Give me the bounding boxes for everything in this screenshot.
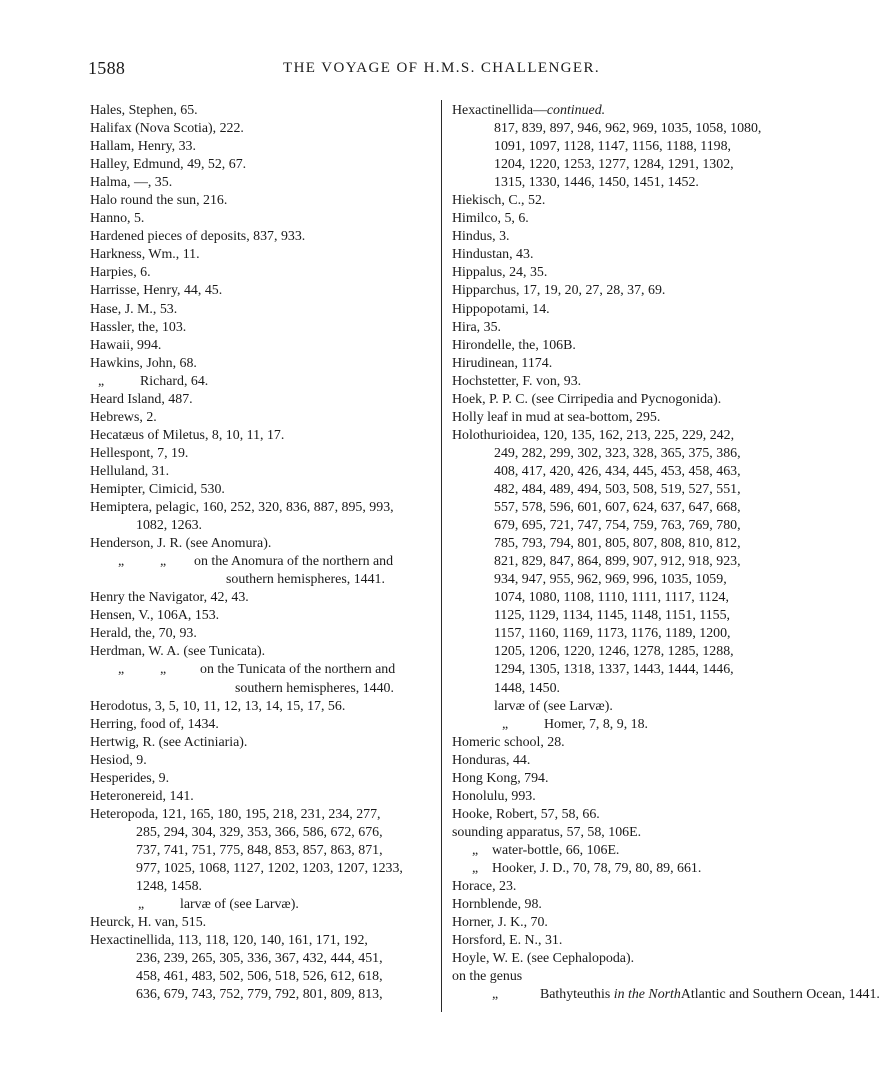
index-entry: Harpies, 6. bbox=[90, 265, 151, 281]
index-entry: Hoyle, W. E. (see Cephalopoda). bbox=[452, 951, 635, 967]
index-entry-continuation: 1157, 1160, 1169, 1173, 1176, 1189, 1200, bbox=[494, 626, 731, 642]
subentry-text: Atlantic and Southern Ocean, 1441. bbox=[680, 987, 880, 1003]
index-entry: Herdman, W. A. (see Tunicata). bbox=[90, 644, 266, 660]
index-entry: Hecatæus of Miletus, 8, 10, 11, 17. bbox=[90, 427, 285, 443]
index-entry-continuation: 737, 741, 751, 775, 848, 853, 857, 863, 871, bbox=[136, 842, 383, 858]
index-entry: Honduras, 44. bbox=[452, 752, 531, 768]
subentry-text: on the Anomura of the northern and bbox=[194, 554, 394, 570]
index-entry-heading bbox=[452, 102, 800, 120]
index-entry: Homeric school, 28. bbox=[452, 734, 565, 750]
index-entry: Herald, the, 70, 93. bbox=[90, 626, 197, 642]
index-subentry bbox=[90, 373, 435, 391]
index-entry: Hebrews, 2. bbox=[90, 409, 157, 425]
index-entry: Holly leaf in mud at sea-bottom, 295. bbox=[452, 409, 661, 425]
continued-label: continued. bbox=[546, 103, 606, 118]
index-entry: Hales, Stephen, 65. bbox=[90, 103, 198, 118]
index-entry-continuation: 1448, 1450. bbox=[494, 680, 560, 696]
index-entry: Halo round the sun, 216. bbox=[90, 193, 228, 209]
subentry-text: Richard, 64. bbox=[140, 373, 209, 389]
index-entry: Hesiod, 9. bbox=[90, 752, 147, 768]
ditto-mark: „ bbox=[160, 554, 167, 570]
index-subentry bbox=[452, 716, 800, 734]
index-entry: Herring, food of, 1434. bbox=[90, 716, 219, 732]
index-entry: Heurck, H. van, 515. bbox=[90, 915, 207, 931]
page-number: 1588 bbox=[88, 58, 126, 78]
ditto-mark: „ bbox=[138, 897, 145, 913]
index-entry-continuation: 817, 839, 897, 946, 962, 969, 1035, 1058, 1080, bbox=[494, 121, 762, 137]
index-entry: Hensen, V., 106A, 153. bbox=[90, 608, 220, 624]
index-entry-continuation: 1315, 1330, 1446, 1450, 1451, 1452. bbox=[494, 175, 699, 191]
index-subentry bbox=[452, 986, 880, 1004]
index-entry-continuation: 285, 294, 304, 329, 353, 366, 586, 672, 676, bbox=[136, 824, 383, 840]
index-entry: Hemipter, Cimicid, 530. bbox=[90, 481, 225, 497]
index-entry: Hawaii, 994. bbox=[90, 337, 162, 353]
ditto-mark: „ bbox=[472, 860, 479, 876]
index-entry: Hemiptera, pelagic, 160, 252, 320, 836, 887, 895, 993, bbox=[90, 500, 394, 516]
index-entry: Heteronereid, 141. bbox=[90, 788, 194, 804]
index-entry-continuation: 636, 679, 743, 752, 779, 792, 801, 809, 813, bbox=[136, 987, 383, 1003]
index-entry: Hirondelle, the, 106B. bbox=[452, 337, 576, 353]
index-entry-continuation: southern hemispheres, 1441. bbox=[226, 572, 385, 588]
index-entry: Hira, 35. bbox=[452, 319, 501, 335]
subentry-text: Homer, 7, 8, 9, 18. bbox=[544, 716, 648, 732]
index-entry: Holothurioidea, 120, 135, 162, 213, 225, 229, 242, bbox=[452, 427, 735, 443]
index-entry: Hipparchus, 17, 19, 20, 27, 28, 37, 69. bbox=[452, 283, 666, 299]
index-entry: Honolulu, 993. bbox=[452, 788, 536, 804]
index-entry: Hallam, Henry, 33. bbox=[90, 139, 196, 155]
index-entry: Hiekisch, C., 52. bbox=[452, 193, 546, 209]
index-entry: Hanno, 5. bbox=[90, 211, 145, 227]
ditto-mark: „ bbox=[502, 716, 509, 732]
index-entry-continuation: 934, 947, 955, 962, 969, 996, 1035, 1059, bbox=[494, 572, 727, 588]
index-entry: sounding apparatus, 57, 58, 106E. bbox=[452, 824, 642, 840]
index-entry-continuation: 1074, 1080, 1108, 1110, 1111, 1117, 1124, bbox=[494, 590, 729, 606]
ditto-mark: „ bbox=[160, 662, 167, 678]
index-entry-continuation: larvæ of (see Larvæ). bbox=[494, 698, 613, 714]
index-entry-continuation: 785, 793, 794, 801, 805, 807, 808, 810, 812, bbox=[494, 536, 741, 552]
subentry-text: on the Tunicata of the northern and bbox=[200, 662, 396, 678]
index-subentry bbox=[452, 842, 800, 860]
index-entry: Hoek, P. P. C. (see Cirripedia and Pycnogonida). bbox=[452, 391, 722, 407]
index-entry-continuation: 1205, 1206, 1220, 1246, 1278, 1285, 1288, bbox=[494, 644, 734, 660]
index-entry: Henderson, J. R. (see Anomura). bbox=[90, 536, 272, 552]
index-entry-continuation: southern hemispheres, 1440. bbox=[235, 680, 394, 696]
subentry-text: water-bottle, 66, 106E. bbox=[492, 842, 620, 858]
heading-text: Hexactinellida— bbox=[452, 103, 547, 118]
ditto-mark: „ bbox=[98, 373, 105, 389]
index-entry-continuation: 1204, 1220, 1253, 1277, 1284, 1291, 1302, bbox=[494, 157, 734, 173]
index-entry-continuation: 1082, 1263. bbox=[136, 518, 202, 534]
index-entry: Helluland, 31. bbox=[90, 463, 170, 479]
running-title: THE VOYAGE OF H.M.S. CHALLENGER. bbox=[283, 60, 601, 76]
index-entry-continuation: 821, 829, 847, 864, 899, 907, 912, 918, 923, bbox=[494, 554, 741, 570]
ditto-mark: „ bbox=[492, 987, 499, 1003]
index-entry: Hindus, 3. bbox=[452, 229, 510, 245]
index-subentry bbox=[90, 896, 435, 914]
index-entry: Hindustan, 43. bbox=[452, 247, 534, 263]
index-entry-continuation: 679, 695, 721, 747, 754, 759, 763, 769, 780, bbox=[494, 518, 741, 534]
index-subentry bbox=[90, 553, 435, 571]
index-subentry bbox=[90, 661, 435, 679]
subentry-text: Bathyteuthis bbox=[540, 987, 611, 1003]
index-entry-continuation: 1294, 1305, 1318, 1337, 1443, 1444, 1446, bbox=[494, 662, 734, 678]
index-entry: Hesperides, 9. bbox=[90, 770, 170, 786]
index-entry-continuation: 1091, 1097, 1128, 1147, 1156, 1188, 1198, bbox=[494, 139, 732, 155]
index-entry: Horsford, E. N., 31. bbox=[452, 933, 563, 949]
index-entry: on the genus bbox=[452, 969, 523, 985]
ditto-mark: „ bbox=[118, 554, 125, 570]
index-entry: Halifax (Nova Scotia), 222. bbox=[90, 121, 244, 137]
index-entry-continuation bbox=[452, 1004, 800, 1022]
index-entry: Hornblende, 98. bbox=[452, 897, 542, 913]
subentry-text: Hooker, J. D., 70, 78, 79, 80, 89, 661. bbox=[492, 860, 702, 876]
index-entry: Hippopotami, 14. bbox=[452, 301, 550, 317]
index-entry: Heard Island, 487. bbox=[90, 391, 193, 407]
index-entry: Hong Kong, 794. bbox=[452, 770, 549, 786]
index-entry-continuation: 482, 484, 489, 494, 503, 508, 519, 527, 551, bbox=[494, 481, 741, 497]
column-divider bbox=[441, 100, 442, 1012]
index-entry: Hellespont, 7, 19. bbox=[90, 445, 189, 461]
index-entry: Hase, J. M., 53. bbox=[90, 301, 178, 317]
index-entry-continuation: 977, 1025, 1068, 1127, 1202, 1203, 1207, 1233, bbox=[136, 860, 403, 876]
index-entry: Hassler, the, 103. bbox=[90, 319, 187, 335]
index-entry-continuation: 1248, 1458. bbox=[136, 879, 202, 895]
index-entry-continuation: 458, 461, 483, 502, 506, 518, 526, 612, 618, bbox=[136, 969, 383, 985]
index-entry: Heteropoda, 121, 165, 180, 195, 218, 231, 234, 277, bbox=[90, 806, 381, 822]
index-entry: Hertwig, R. (see Actiniaria). bbox=[90, 734, 248, 750]
index-entry: Henry the Navigator, 42, 43. bbox=[90, 590, 249, 606]
index-entry: Harrisse, Henry, 44, 45. bbox=[90, 283, 223, 299]
index-entry-continuation: 249, 282, 299, 302, 323, 328, 365, 375, 386, bbox=[494, 445, 741, 461]
index-entry-continuation: 557, 578, 596, 601, 607, 624, 637, 647, 668, bbox=[494, 500, 741, 516]
index-subentry bbox=[452, 860, 800, 878]
index-entry: Himilco, 5, 6. bbox=[452, 211, 529, 227]
index-entry: Halley, Edmund, 49, 52, 67. bbox=[90, 157, 247, 173]
index-entry: Harkness, Wm., 11. bbox=[90, 247, 200, 263]
ditto-mark: „ bbox=[472, 842, 479, 858]
index-entry: Hawkins, John, 68. bbox=[90, 355, 197, 371]
index-column-right bbox=[452, 102, 880, 1022]
genus-name: in the North bbox=[610, 987, 681, 1003]
index-entry: Hirudinean, 1174. bbox=[452, 355, 553, 371]
index-entry: Hochstetter, F. von, 93. bbox=[452, 373, 582, 389]
index-entry: Hardened pieces of deposits, 837, 933. bbox=[90, 229, 306, 245]
ditto-mark: „ bbox=[118, 662, 125, 678]
index-column-left bbox=[90, 102, 435, 1004]
index-entry-continuation: 236, 239, 265, 305, 336, 367, 432, 444, 451, bbox=[136, 951, 383, 967]
index-entry-continuation: 408, 417, 420, 426, 434, 445, 453, 458, 463, bbox=[494, 463, 741, 479]
index-entry: Hippalus, 24, 35. bbox=[452, 265, 548, 281]
index-entry: Herodotus, 3, 5, 10, 11, 12, 13, 14, 15, 17, 56. bbox=[90, 698, 346, 714]
index-entry: Horner, J. K., 70. bbox=[452, 915, 548, 931]
index-entry: Horace, 23. bbox=[452, 879, 517, 895]
index-entry: Hooke, Robert, 57, 58, 66. bbox=[452, 806, 600, 822]
index-entry: Halma, —, 35. bbox=[90, 175, 173, 191]
index-entry: Hexactinellida, 113, 118, 120, 140, 161, 171, 192, bbox=[90, 933, 368, 949]
subentry-text: larvæ of (see Larvæ). bbox=[180, 897, 299, 913]
index-entry-continuation: 1125, 1129, 1134, 1145, 1148, 1151, 1155, bbox=[494, 608, 731, 624]
